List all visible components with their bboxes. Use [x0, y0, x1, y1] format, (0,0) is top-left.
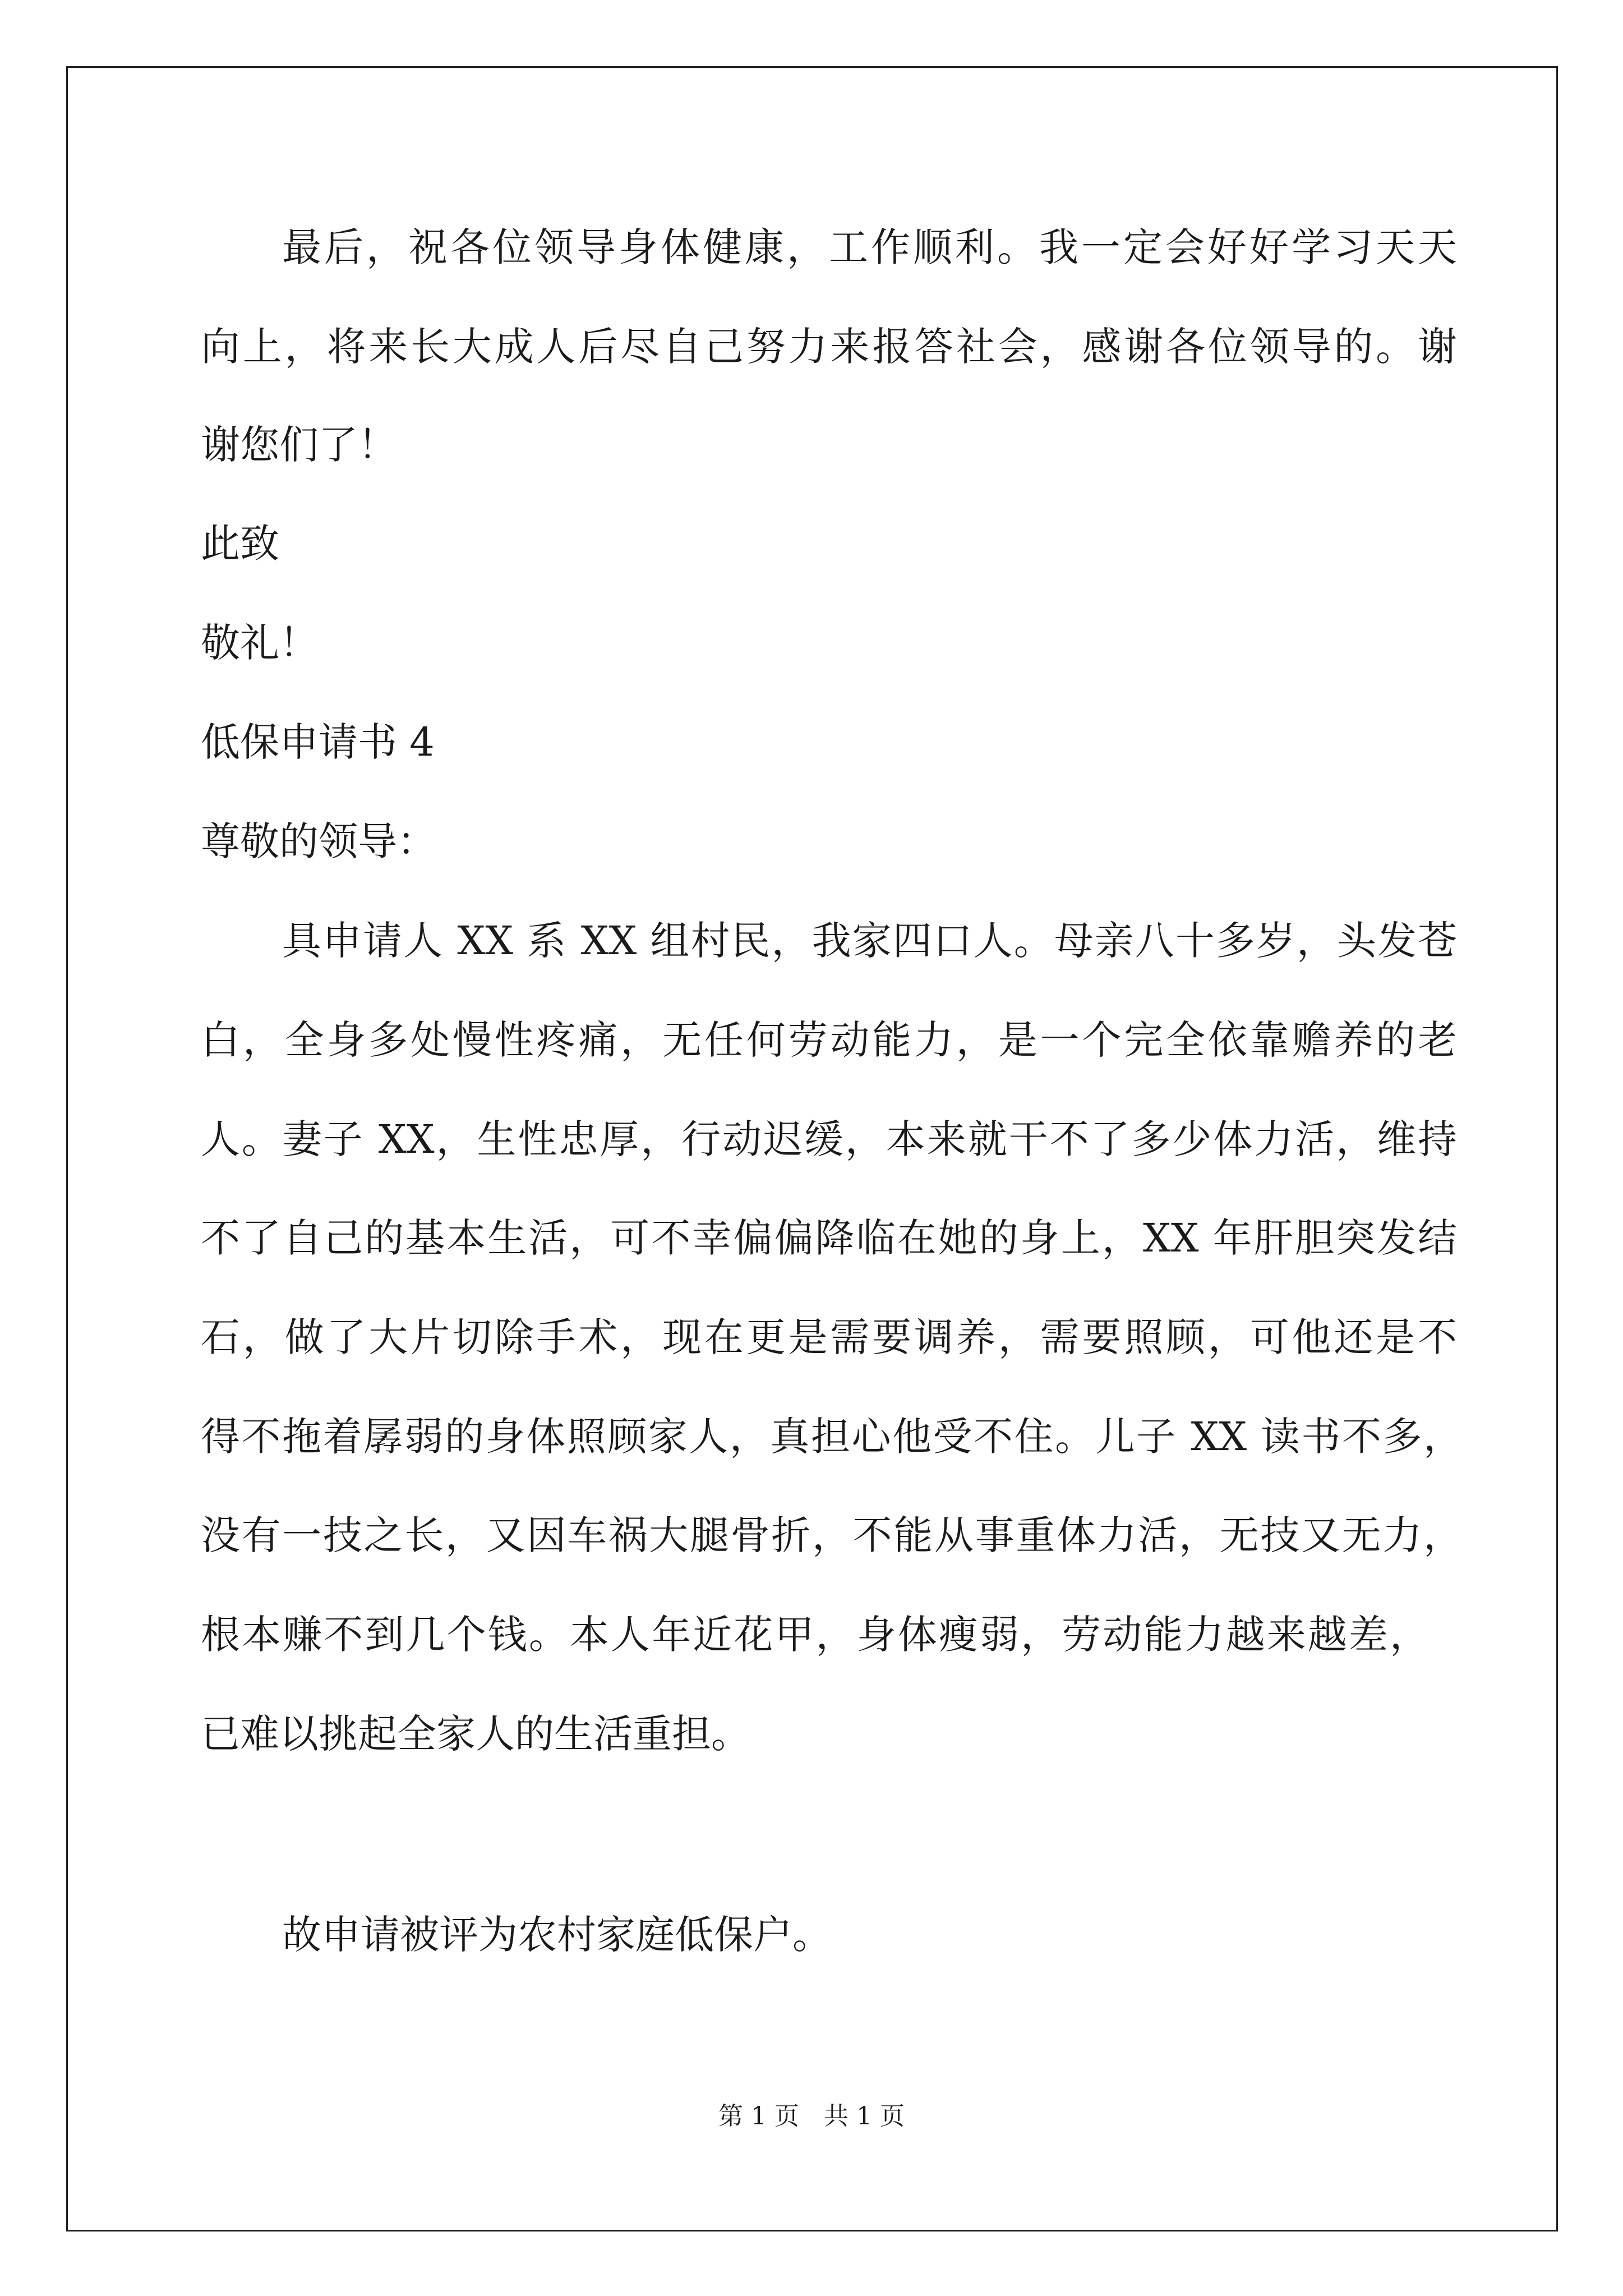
paragraph-line: 已难以挑起全家人的生活重担。: [201, 1711, 750, 1757]
paragraph-line: 得不拖着孱弱的身体照顾家人，真担心他受不住。儿子 XX 读书不多，: [201, 1414, 1463, 1460]
closing-salutation: 此致: [201, 521, 279, 567]
paragraph-line: 不了自己的基本生活，可不幸偏偏降临在她的身上，XX 年肝胆突发结: [201, 1215, 1457, 1261]
paragraph-line: 没有一技之长，又因车祸大腿骨折，不能从事重体力活，无技又无力，: [201, 1512, 1463, 1558]
paragraph-line: 向上，将来长大成人后尽自己努力来报答社会，感谢各位领导的。谢: [201, 324, 1457, 370]
paragraph-line: 白，全身多处慢性疼痛，无任何劳动能力，是一个完全依靠赡养的老: [201, 1017, 1457, 1063]
greeting: 尊敬的领导：: [201, 818, 436, 864]
paragraph-line: 石，做了大片切除手术，现在更是需要调养，需要照顾，可他还是不: [201, 1314, 1457, 1360]
paragraph-line: 根本赚不到几个钱。本人年近花甲，身体瘦弱，劳动能力越来越差，: [201, 1612, 1429, 1658]
page-footer: 第 1 页 共 1 页: [718, 2102, 905, 2131]
paragraph-line: 最后，祝各位领导身体健康，工作顺利。我一定会好好学习天天: [282, 224, 1457, 270]
request-line: 故申请被评为农村家庭低保户。: [282, 1912, 832, 1958]
paragraph-line: 人。妻子 XX，生性忠厚，行动迟缓，本来就干不了多少体力活，维持: [201, 1116, 1457, 1162]
closing-regards: 敬礼！: [201, 620, 319, 666]
section-title: 低保申请书 4: [201, 719, 435, 765]
paragraph-line: 谢您们了！: [201, 422, 397, 468]
paragraph-line: 具申请人 XX 系 XX 组村民，我家四口人。母亲八十多岁，头发苍: [282, 918, 1457, 964]
